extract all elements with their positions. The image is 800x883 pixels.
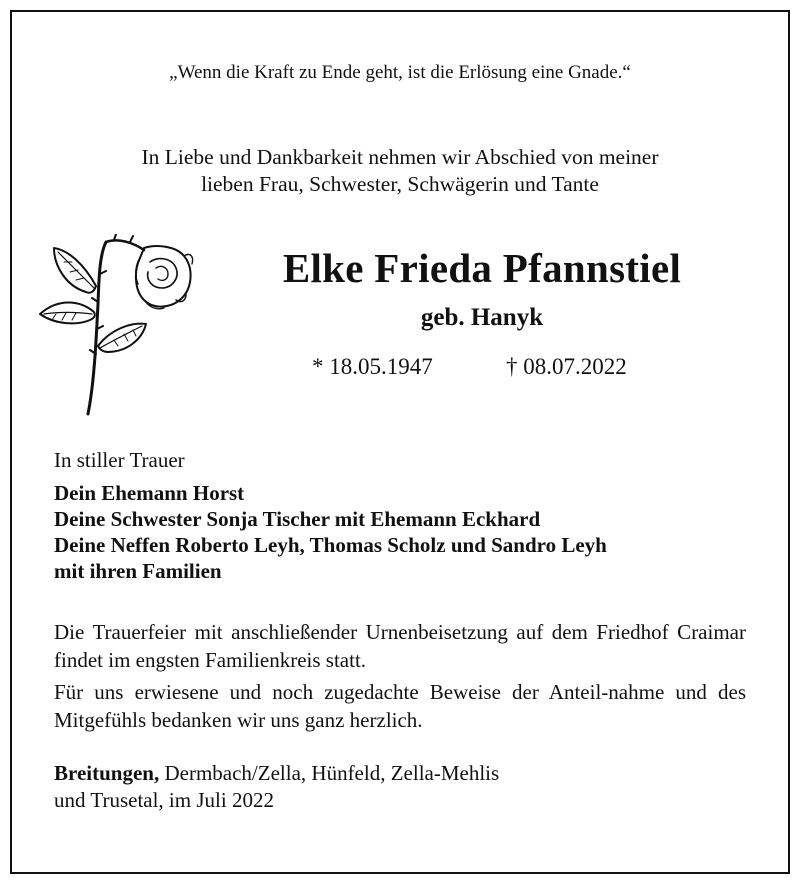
intro-line-1: In Liebe und Dankbarkeit nehmen wir Abschied von meiner xyxy=(141,145,659,169)
mourning-label: In stiller Trauer xyxy=(54,448,185,472)
place-and-date xyxy=(54,760,499,814)
maiden-name: geb. Hanyk xyxy=(420,304,544,331)
mourner-line: Dein Ehemann Horst xyxy=(54,481,245,505)
intro-line-2: lieben Frau, Schwester, Schwägerin und Tante xyxy=(201,172,599,196)
birth-date: * 18.05.1947 xyxy=(312,354,433,379)
place-line-2: und Trusetal, im Juli 2022 xyxy=(54,788,274,812)
mourners-list xyxy=(54,480,607,584)
notice-frame xyxy=(10,10,790,874)
funeral-text: Die Trauerfeier mit anschließender Urnenbeisetzung auf dem Friedhof Craimar findet im engsten Familienkreis statt. xyxy=(54,620,746,672)
deceased-name: Elke Frieda Pfannstiel xyxy=(282,245,682,291)
intro-text xyxy=(0,144,800,198)
place-others: Dermbach/Zella, Hünfeld, Zella-Mehlis xyxy=(159,761,500,785)
mourner-line: Deine Schwester Sonja Tischer mit Ehemann Eckhard xyxy=(54,507,541,531)
death-date: † 08.07.2022 xyxy=(506,354,627,379)
mourner-line: Deine Neffen Roberto Leyh, Thomas Scholz und Sandro Leyh xyxy=(54,533,607,557)
thanks-text: Für uns erwiesene und noch zugedachte Beweise der Anteil-nahme und des Mitgefühls bedanken wir uns ganz herzlich. xyxy=(54,680,746,732)
place-line-1 xyxy=(54,760,499,787)
place-primary: Breitungen, xyxy=(54,761,160,785)
quote: „Wenn die Kraft zu Ende geht, ist die Erlösung eine Gnade.“ xyxy=(169,62,631,83)
rose-icon xyxy=(36,234,198,418)
mourner-line: mit ihren Familien xyxy=(54,559,222,583)
